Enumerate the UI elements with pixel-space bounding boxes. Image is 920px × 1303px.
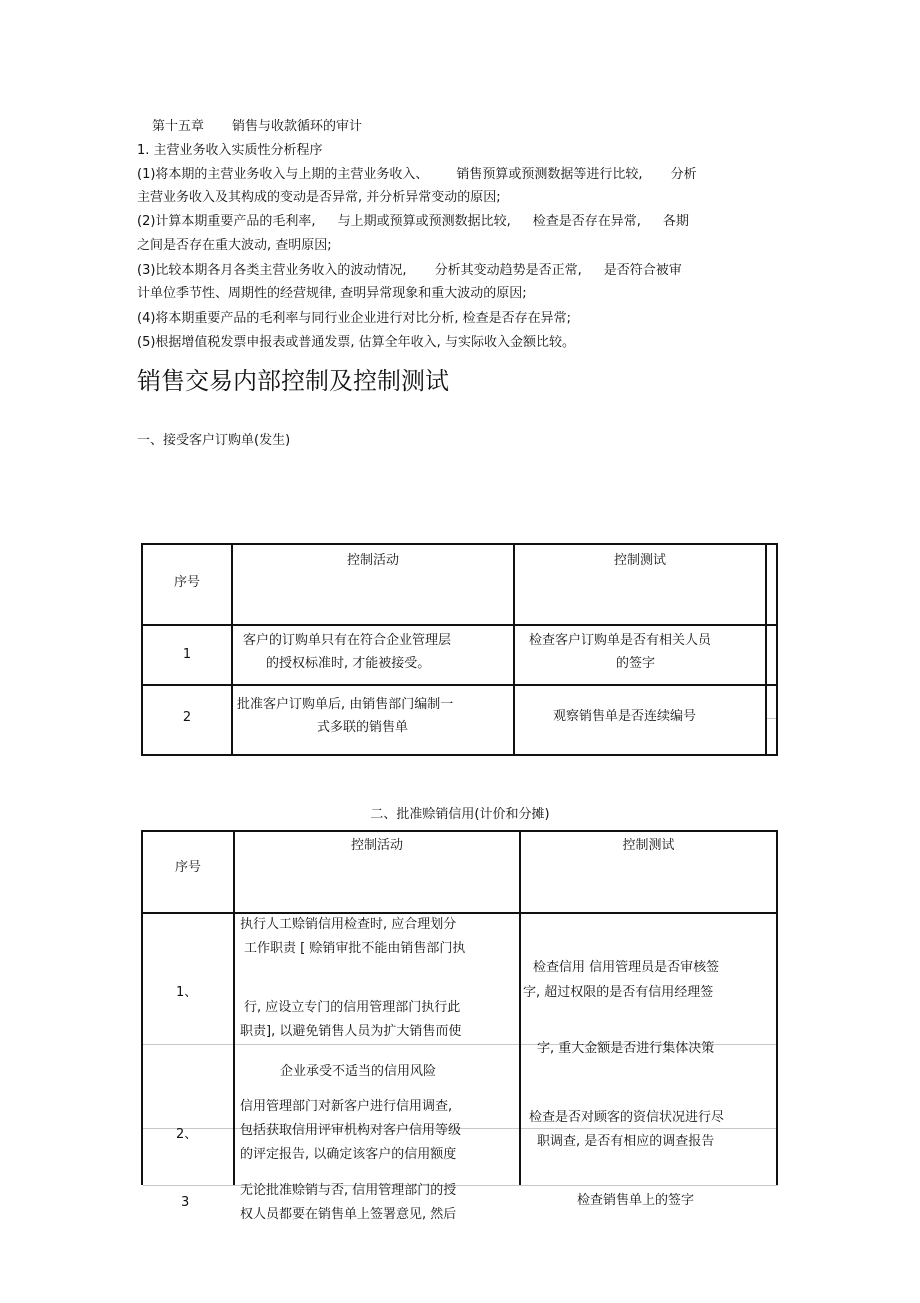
paragraph-line	[137, 310, 571, 328]
text-span: 分析	[670, 167, 697, 182]
text-span: (5)根据增值税发票申报表或普通发票, 估算全年收入, 与实际收入金额比较。	[137, 335, 575, 350]
paragraph-line	[137, 285, 527, 303]
table-rule	[141, 830, 143, 1185]
row-number: 1、	[176, 985, 198, 1000]
activity-line: 行, 应设立专门的信用管理部门执行此	[244, 1000, 461, 1015]
text-span: (2)计算本期重要产品的毛利率,	[137, 214, 316, 229]
activity-line: 的评定报告, 以确定该客户的信用额度	[240, 1147, 457, 1162]
activity-line: 职责], 以避免销售人员为扩大销售而使	[240, 1024, 462, 1039]
row-number: 3	[181, 1195, 190, 1210]
text-span: 与上期或预算或预测数据比较,	[337, 214, 511, 229]
test-line: 检查销售单上的签字	[577, 1193, 695, 1208]
test-line: 字, 重大金额是否进行集体决策	[537, 1041, 715, 1056]
table-rule	[141, 684, 778, 686]
activity-line: 客户的订购单只有在符合企业管理层	[243, 633, 452, 648]
text-span: 主营业务收入及其构成的变动是否异常, 并分析异常变动的原因;	[137, 190, 501, 205]
paragraph-line	[137, 262, 682, 280]
activity-line: 权人员都要在销售单上签署意见, 然后	[240, 1207, 457, 1222]
activity-line: 包括获取信用评审机构对客户信用等级	[240, 1123, 462, 1138]
table-rule	[776, 543, 778, 756]
test-line: 字, 超过权限的是否有信用经理签	[523, 985, 714, 1000]
text-span: (1)将本期的主营业务收入与上期的主营业务收入、	[137, 167, 429, 182]
paragraph-line	[137, 213, 689, 231]
test-line: 的签字	[616, 656, 656, 671]
paragraph-line	[137, 189, 501, 207]
header-activity: 控制活动	[346, 553, 399, 568]
activity-line: 企业承受不适当的信用风险	[280, 1064, 437, 1079]
text-span: 各期	[662, 214, 689, 229]
paragraph-line	[137, 334, 575, 352]
activity-line: 信用管理部门对新客户进行信用调查,	[240, 1099, 453, 1114]
table-rule	[141, 912, 778, 914]
text-span: 销售预算或预测数据等进行比较,	[456, 167, 643, 182]
row-number: 2、	[176, 1127, 198, 1142]
test-line: 检查信用 信用管理员是否审核签	[533, 960, 720, 975]
chapter-number: 第十五章	[152, 119, 205, 134]
header-test: 控制测试	[613, 553, 666, 568]
activity-line: 的授权标准时, 才能被接受。	[266, 656, 431, 671]
table-rule	[143, 1185, 778, 1186]
activity-line: 式多联的销售单	[317, 720, 409, 735]
table1-caption: 一、接受客户订购单(发生)	[137, 433, 291, 448]
table-rule	[141, 754, 778, 756]
text-span: (3)比较本期各月各类主营业务收入的波动情况,	[137, 263, 407, 278]
activity-line: 无论批准赊销与否, 信用管理部门的授	[240, 1183, 457, 1198]
paragraph-line	[137, 166, 697, 184]
text-span: 计单位季节性、周期性的经营规律, 查明异常现象和重大波动的原因;	[137, 286, 527, 301]
table-rule	[141, 543, 778, 545]
header-no: 序号	[174, 860, 201, 875]
chapter-heading	[152, 118, 362, 136]
text-span: 是否符合被审	[603, 263, 682, 278]
row-number: 1	[182, 647, 192, 662]
table-rule	[141, 830, 778, 832]
activity-line: 工作职责 [ 赊销审批不能由销售部门执	[244, 941, 466, 956]
text-span: 之间是否存在重大波动, 查明原因;	[137, 238, 332, 253]
table-rule	[141, 624, 778, 626]
test-line: 检查是否对顾客的资信状况进行尽	[529, 1110, 725, 1125]
header-no: 序号	[173, 575, 200, 590]
text-span: 检查是否存在异常,	[532, 214, 641, 229]
table-rule	[513, 543, 515, 756]
section-heading: 1. 主营业务收入实质性分析程序	[137, 143, 323, 158]
table-rule	[765, 543, 767, 756]
chapter-title: 销售与收款循环的审计	[232, 119, 363, 134]
test-line: 检查客户订购单是否有相关人员	[529, 633, 712, 648]
activity-line: 执行人工赊销信用检查时, 应合理划分	[240, 917, 457, 932]
table-rule	[519, 830, 521, 1185]
text-span: (4)将本期重要产品的毛利率与同行业企业进行对比分析, 检查是否存在异常;	[137, 311, 572, 326]
paragraph-line	[137, 237, 332, 255]
main-title: 销售交易内部控制及控制测试	[137, 367, 449, 395]
activity-line: 批准客户订购单后, 由销售部门编制一	[237, 697, 454, 712]
table-rule	[231, 543, 233, 756]
text-span: 分析其变动趋势是否正常,	[434, 263, 582, 278]
table2-caption: 二、批准赊销信用(计价和分摊)	[370, 807, 550, 822]
test-line: 观察销售单是否连续编号	[553, 709, 697, 724]
test-line: 职调查, 是否有相应的调查报告	[537, 1134, 715, 1149]
table-rule	[233, 830, 235, 1185]
header-activity: 控制活动	[350, 838, 403, 853]
row-number: 2	[182, 710, 192, 725]
table-rule	[776, 830, 778, 1185]
header-test: 控制测试	[622, 838, 675, 853]
